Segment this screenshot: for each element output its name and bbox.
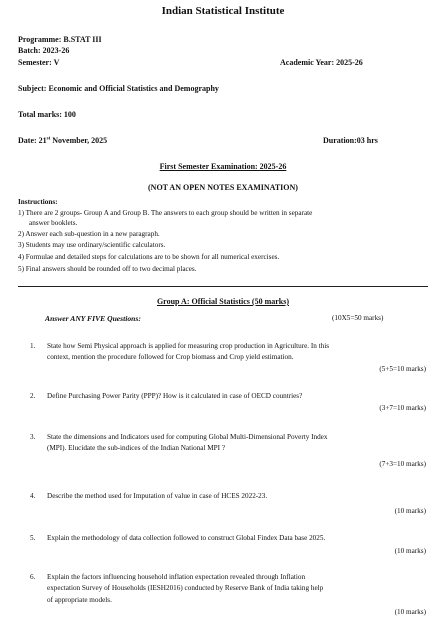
question-text: Explain the methodology of data collection followed to construct Global Findex Data base 2025. <box>47 534 326 542</box>
date-superscript: st <box>46 136 51 142</box>
instruction-item: 1) There are 2 groups- Group A and Group B. The answers to each group should be written in separate <box>18 209 313 217</box>
question-number: 4. <box>30 492 36 500</box>
institute-title: Indian Statistical Institute <box>161 5 285 17</box>
answer-any-marks: (10X5=50 marks) <box>332 314 384 322</box>
question-text: Explain the factors influencing household inflation expectation revealed through Inflation <box>47 573 306 581</box>
question-number: 2. <box>30 392 36 400</box>
group-a-title: Group A: Official Statistics (50 marks) <box>156 297 290 306</box>
question-marks: (10 marks) <box>394 608 426 616</box>
question-text: Define Purchasing Power Parity (PPP)? How is it calculated in case of OECD countries? <box>47 392 303 400</box>
question-number: 3. <box>30 433 36 441</box>
total-marks: Total marks: 100 <box>18 110 76 119</box>
instructions-heading: Instructions: <box>18 198 58 206</box>
instruction-item: answer booklets. <box>29 219 78 227</box>
academic-year: Academic Year: 2025-26 <box>280 58 363 67</box>
instruction-item: 5) Final answers should be rounded off to two decimal places. <box>18 265 197 273</box>
batch: Batch: 2023-26 <box>18 46 70 55</box>
question-number: 5. <box>30 534 36 542</box>
question-marks: (10 marks) <box>394 507 426 515</box>
programme: Programme: B.STAT III <box>18 35 102 44</box>
exam-title: First Semester Examination: 2025-26 <box>159 162 287 171</box>
question-number: 6. <box>30 573 36 581</box>
question-marks: (5+5=10 marks) <box>379 365 426 373</box>
divider <box>18 286 428 287</box>
semester: Semester: V <box>18 58 60 67</box>
question-text: context, mention the procedure followed for Crop biomass and Crop yield estimation. <box>47 353 294 361</box>
subject: Subject: Economic and Official Statistics and Demography <box>18 84 219 93</box>
question-number: 1. <box>30 342 36 350</box>
instruction-item: 2) Answer each sub-question in a new paragraph. <box>18 230 160 238</box>
question-marks: (10 marks) <box>394 547 426 555</box>
question-text: (MPI). Elucidate the sub-indices of the Indian National MPI ? <box>47 444 226 452</box>
question-text: expectation Survey of Households (IESH2016) conducted by Reserve Bank of India taking help <box>47 584 324 592</box>
question-text: Describe the method used for Imputation of value in case of HCES 2022-23. <box>47 492 268 500</box>
question-text: of appropriate models. <box>47 596 112 604</box>
question-marks: (7+3=10 marks) <box>379 460 426 468</box>
instruction-item: 3) Students may use ordinary/scientific calculators. <box>18 241 166 249</box>
instruction-item: 4) Formulae and detailed steps for calculations are to be shown for all numerical exercises. <box>18 253 280 261</box>
question-text: State how Semi Physical approach is applied for measuring crop production in Agriculture. In this <box>47 342 330 350</box>
question-text: State the dimensions and Indicators used for computing Global Multi-Dimensional Poverty Index <box>47 433 328 441</box>
exam-date <box>18 136 107 145</box>
question-marks: (3+7=10 marks) <box>379 404 426 412</box>
duration: Duration:03 hrs <box>323 136 378 145</box>
date-prefix: Date: 21 <box>18 136 47 145</box>
answer-any-instruction: Answer ANY FIVE Questions: <box>45 314 141 323</box>
exam-note: (NOT AN OPEN NOTES EXAMINATION) <box>148 183 298 192</box>
date-suffix: November, 2025 <box>50 136 108 145</box>
